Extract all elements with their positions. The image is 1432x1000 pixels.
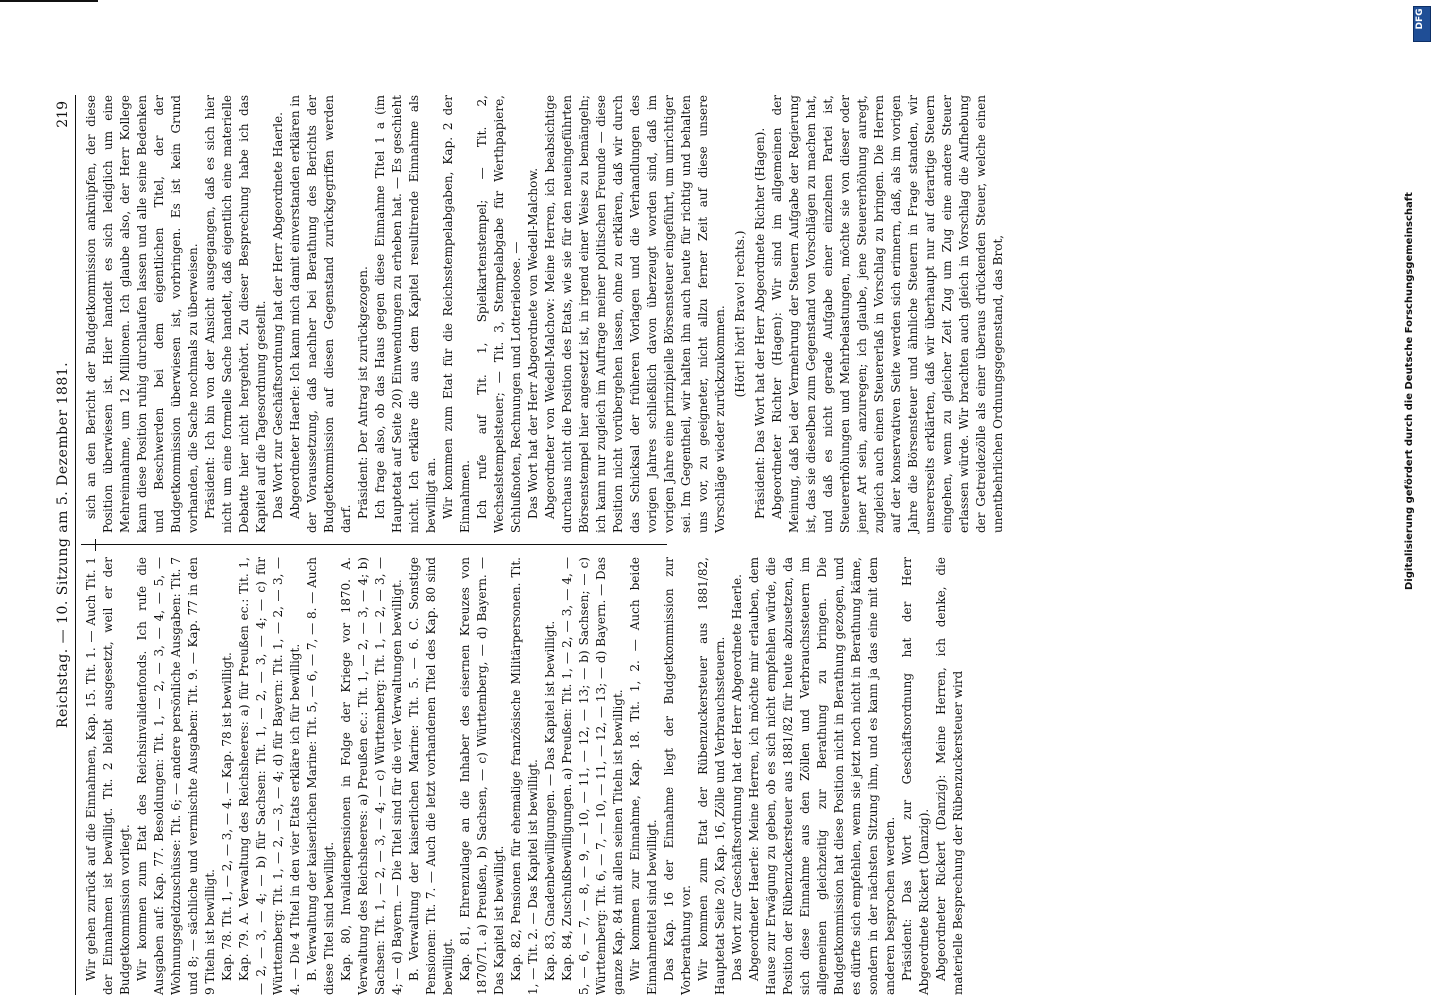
paragraph: B. Verwaltung der kaiserlichen Marine: Tit. 5. — 6. C. Sonstige Pensionen: Tit. 7. — Auch die letzt vorhandenen Titel des Kap. 80 sind bewilligt. (407, 557, 455, 995)
paragraph: Das Kap. 16 der Einnahme liegt der Budgetkommission zur Vorberathung vor. (662, 557, 693, 995)
paragraph: Wir gehen zurück auf die Einnahmen, Kap. 15. Tit. 1. — Auch Tit. 1 der Einnahmen ist bewilligt. Tit. 2 bleibt ausgesetzt, weil er der Budgetkommission vorliegt. (84, 557, 132, 995)
paragraph: Kap. 78. Tit. 1, — 2, — 3, — 4. — Kap. 78 ist bewilligt. (220, 652, 234, 981)
speech-paragraph: Abgeordneter Haerle: Ich kann mich damit einverstanden erklären in der Voraussetzung, daß nachher bei Berathung des Berichts der Budgetkommission auf diesen Gegenstand zurückgegriffen werden darf. (288, 95, 353, 533)
page-number: 219 (55, 101, 71, 128)
paragraph: Kap. 82, Pensionen für ehemalige französische Militärpersonen. Tit. 1, — Tit. 2. — Das Kapitel ist bewilligt. (509, 557, 540, 995)
paragraph: Kap. 81, Ehrenzulage an die Inhaber des eisernen Kreuzes von 1870/71. a) Preußen, b) Sachsen, — c) Württemberg, — d) Bayern. — Das Kapitel ist bewilligt. (458, 557, 506, 995)
speech-paragraph: Präsident: Der Antrag ist zurückgezogen. (356, 266, 370, 519)
scanned-page (55, 95, 1005, 995)
paragraph: Wir kommen zum Etat des Reichsinvalidenfonds. Ich rufe die Ausgaben auf: Kap. 77. Besoldungen: Tit. 1, — 2, — 3, — 4, — 5, — Wohnungsgeldzuschüsse: Tit. 6; — andere persönliche Ausgaben: Tit. 7 und 8; — sächliche und vermischte Ausgaben: Tit. 9. — Kap. 77 in den 9 Titeln ist bewilligt. (135, 557, 217, 995)
paragraph: Kap. 84, Zuschußbewilligungen. a) Preußen: Tit. 1, — 2, — 3, — 4, — 5, — 6, — 7, — 8, — 9, — 10, — 11, — 12, — 13; — b) Sachsen; — c) Württemberg: Tit. 6, — 7, — 10, — 11, — 12, — 13; — d) Bayern. — Das ganze Kap. 84 mit allen seinen Titeln ist bewilligt. (560, 557, 625, 995)
column-divider (81, 544, 667, 545)
speech-paragraph: Abgeordneter Rickert (Danzig): Meine Herren, ich denke, die materielle Besprechung der Rübenzuckersteuer wird (934, 557, 965, 995)
speech-paragraph: Präsident: Das Wort zur Geschäftsordnung hat der Herr Abgeordnete Rickert (Danzig). (900, 557, 931, 995)
speech-paragraph: Präsident: Ich bin von der Ansicht ausgegangen, daß es sich hier nicht um eine formelle Sache handelt, daß eigentlich eine materielle Debatte hier nicht hergehört. Zu dieser Besprechung habe ich das Kapitel auf die Tagesordnung gestellt. (203, 95, 268, 533)
speech-paragraph: Abgeordneter Haerle: Meine Herren, ich möchte mir erlauben, dem Hause zur Erwägung zu geben, ob es sich nicht empfehlen würde, die Position der Rübenzuckersteuer aus 1881/82 für heute abzusetzen, da sich diese Einnahme aus den Zöllen und Verbrauchssteuern im allgemeinen gleichzeitig zur Berathung zu bringen. Die Budgetkommission hat diese Position nicht in Berathung gezogen, und es dürfte sich empfehlen, wenn sie jetzt noch nicht in Berathung käme, sondern in der nächsten Sitzung ihm, und es kann ja das eine mit dem anderen besprochen werden. (747, 557, 897, 995)
paragraph: Wir kommen zum Etat für die Reichsstempelabgaben, Kap. 2 der Einnahmen. (441, 95, 472, 533)
speech-paragraph: Abgeordneter von Wedell-Malchow: Meine Herren, ich beabsichtige durchaus nicht die Position des Etats, wie sie für den neueingeführten Börsenstempel hier angesetzt ist, in irgend einer Weise zu bemängeln; ich kann nur zugleich im Auftrage meiner politischen Freunde — diese Position nicht vorübergehen lassen, ohne zu erklären, daß wir durch das Schicksal der früheren Vorlagen und die Verhandlungen des vorigen Jahres schließlich davon überzeugt worden sind, daß im vorigen Jahre eine prinzipielle Börsensteuer eingeführt, um unrichtiger sei. Im Gegentheil, wir halten ihn auch heute für richtig und behalten uns vor, zu geeigneter, nicht allzu ferner Zeit auf diese unsere Vorschläge wieder zurückzukommen. (543, 95, 727, 533)
running-head (55, 95, 76, 995)
paragraph: Ich rufe auf Tit. 1, Spielkartenstempel; — Tit. 2, Wechselstempelsteuer; — Tit. 3, Stempelabgabe für Werthpapiere, Schlußnoten, Rechnungen und Lotterieloose. — (475, 95, 523, 533)
corner-rule (0, 0, 98, 2)
paragraph: B. Verwaltung der kaiserlichen Marine: Tit. 5, — 6, — 7, — 8. — Auch diese Titel sind bewilligt. (305, 557, 336, 995)
paragraph: Ich frage also, ob das Haus gegen diese Einnahme Titel 1 a (im Hauptetat auf Seite 20) Einwendungen zu erheben hat. — Es geschieht nicht. Ich erkläre die aus dem Kapitel resultirende Einnahme als bewilligt an. (373, 95, 438, 533)
paragraph: Das Wort zur Geschäftsordnung hat der Herr Abgeordnete Haerle. (271, 112, 285, 519)
column-marker (95, 539, 96, 551)
interjection: (Hört! hört! Bravo! rechts.) (733, 230, 747, 398)
paragraph: Wir kommen zum Etat der Rübenzuckersteuer aus 1881/82, Hauptetat Seite 20, Kap. 16, Zölle und Verbrauchssteuern. (696, 557, 727, 995)
paragraph: Kap. 80, Invalidenpensionen in Folge der Kriege vor 1870. A. Verwaltung des Reichsheeres: a) Preußen ec.: Tit. 1, — 2, — 3, — 4; b) Sachsen: Tit. 1, — 2, — 3, — 4; — c) Württemberg: Tit. 1, — 2, — 3, — 4; — d) Bayern. — Die Titel sind für die vier Verwaltungen bewilligt. (339, 557, 404, 995)
dfg-logo (1413, 6, 1431, 42)
paragraph: Kap. 79. A. Verwaltung des Reichsheeres: a) für Preußen ec.: Tit. 1, — 2, — 3, — 4; — b) für Sachsen: Tit. 1, — 2, — 3, — 4; — c) für Württemberg: Tit. 1, — 2, — 3, — 4; d) für Bayern: Tit. 1, — 2, — 3, — 4. — Die 4 Titel in den vier Etats erkläre ich für bewilligt. (237, 557, 302, 995)
running-head-title: Reichstag. — 10. Sitzung am 5. Dezember 1881. (55, 361, 71, 729)
right-column (83, 95, 1005, 533)
paragraph: Kap. 83, Gnadenbewilligungen. — Das Kapitel ist bewilligt. (543, 620, 557, 981)
paragraph: Wir kommen zur Einnahme, Kap. 18. Tit. 1, 2. — Auch beide Einnahmetitel sind bewilligt. (628, 557, 659, 995)
paragraph: sich an den Bericht der Budgetkommission anknüpfen, der diese Position überwiesen ist. Hier handelt es sich lediglich um eine Mehreinnahme, um 12 Millionen. Ich glaube also, der Herr Kollege kann diese Position ruhig durchlaufen lassen und alle seine Bedenken und Beschwerden bei dem eigentlichen Titel, der der Budgetkommission überwiesen ist, vorbringen. Es ist kein Grund vorhanden, die Sache nochmals zu überweisen. (84, 95, 200, 533)
paragraph: Das Wort hat der Herr Abgeordnete von Wedell-Malchow. (526, 167, 540, 519)
digitization-credit: Digitalisierung gefördert durch die Deutsche Forschungsgemeinschaft (1404, 192, 1415, 590)
dfg-logo-text: DFG (1415, 8, 1425, 30)
left-column (83, 557, 965, 995)
paragraph: Das Wort zur Geschäftsordnung hat der Herr Abgeordnete Haerle. (730, 574, 744, 981)
speech-paragraph: Präsident: Das Wort hat der Herr Abgeordnete Richter (Hagen). (753, 127, 767, 519)
speech-paragraph: Abgeordneter Richter (Hagen): Wir sind im allgemeinen der Meinung, daß bei der Vermehrung der Steuern Aufgabe der Regierung ist, das sie dieselben zum Gegenstand von Vorschlägen zu machen hat, und daß es nicht gerade Aufgabe einer einzelnen Partei ist, Steuererhöhungen und Mehrbelastungen, möchte sie von dieser oder jener Art sein, anzuregen; ich glaube, jene Steuererhöhung auregt, zugleich auch einen Steuererlaß in Vorschlag zu bringen. Die Herren auf der konservativen Seite werden sich erinnern, daß, als im vorigen Jahre die Börsensteuer und ähnliche Steuern in Frage standen, wir unsererseits erklärten, daß wir überhaupt nur auf derartige Steuern eingehen, wenn zu gleicher Zeit Zug um Zug eine andere Steuer erlassen würde. Wir brachten auch gleich in Vorschlag die Aufhebung der Getreidezölle als einer überaus drückenden Steuer, welche einen unentbehrlichen Ordnungsgegenstand, das Brot, (770, 95, 1005, 533)
